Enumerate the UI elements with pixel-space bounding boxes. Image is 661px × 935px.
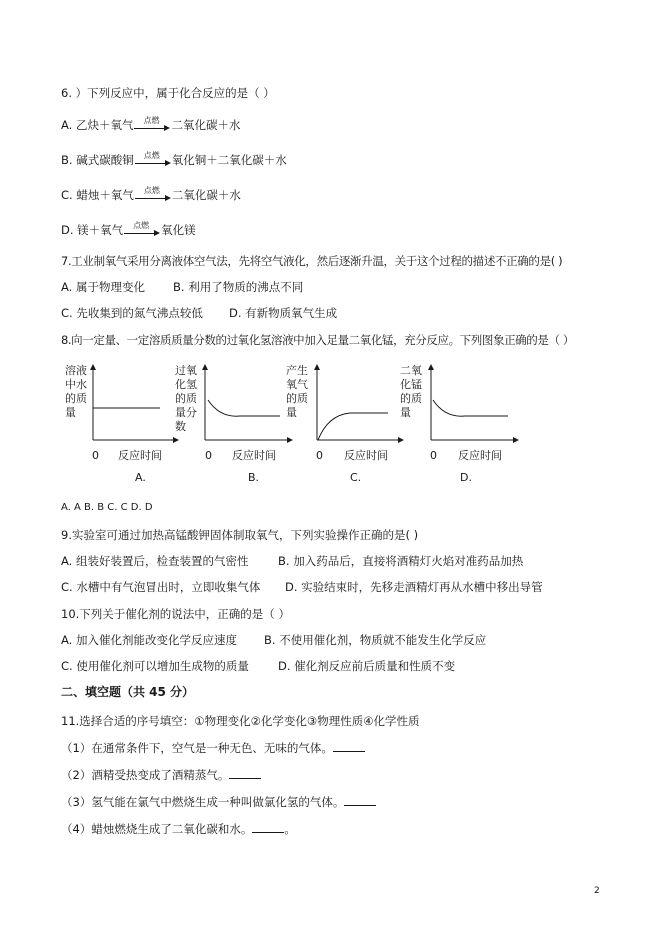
- q11-item-2: （2）酒精受热变成了酒精蒸气。: [61, 766, 261, 783]
- graph-c-ylabel-0: 产生: [286, 364, 308, 377]
- answer-blank[interactable]: [252, 820, 284, 833]
- reaction-arrow-icon: 点燃: [135, 154, 171, 168]
- graph-a-ylabel-0: 溶液: [65, 364, 87, 377]
- graph-b-ylabel-1: 化氢: [175, 378, 197, 391]
- q6-option-c: C. 蜡烛＋氧气 点燃 二氧化碳＋水: [61, 185, 241, 202]
- q6-option-b: B. 碱式碳酸铜 点燃 氧化铜＋二氧化碳＋水: [61, 150, 287, 167]
- reaction-arrow-icon: 点燃: [134, 119, 170, 133]
- q6-option-a: A. 乙炔＋氧气 点燃 二氧化碳＋水: [61, 115, 241, 132]
- graph-b-curve: [208, 400, 280, 416]
- graph-d-ylabel-3: 量: [400, 406, 411, 419]
- graph-b: [175, 363, 292, 484]
- graph-a-ylabel-1: 中水: [65, 378, 87, 391]
- reaction-arrow-icon: 点燃: [124, 224, 160, 238]
- graph-d: [400, 363, 518, 484]
- q7-stem: 7.工业制氧气采用分离液体空气法，先将空气液化，然后逐渐升温，关于这个过程的描述不正确的是( ): [61, 254, 563, 268]
- graph-a-origin: 0: [92, 449, 99, 462]
- graph-c-ylabel-3: 量: [286, 406, 297, 419]
- q8-stem: 8.向一定量、一定溶质质量分数的过氧化氢溶液中加入足量二氧化锰，充分反应。下列图象正确的是（ ）: [61, 333, 574, 347]
- q9-option-a: A. 组装好装置后，检查装置的气密性: [61, 554, 249, 568]
- graph-c-curve: [318, 413, 388, 440]
- answer-blank[interactable]: [229, 766, 261, 779]
- q10-option-c: C. 使用催化剂可以增加生成物的质量: [61, 659, 249, 673]
- q11-item-1: （1）在通常条件下，空气是一种无色、无味的气体。: [61, 739, 365, 756]
- graph-b-ylabel-2: 的质: [175, 392, 197, 405]
- q7-option-d: D. 有新物质氧气生成: [229, 306, 338, 320]
- page-number: 2: [594, 886, 600, 896]
- graph-b-ylabel-4: 数: [175, 420, 186, 433]
- q10-option-d: D. 催化剂反应前后质量和性质不变: [278, 659, 456, 673]
- q11-item-3: （3）氢气能在氯气中燃烧生成一种叫做氯化氢的气体。: [61, 793, 376, 810]
- answer-blank[interactable]: [344, 793, 376, 806]
- q9-option-d: D. 实验结束时，先移走酒精灯再从水槽中移出导管: [285, 580, 543, 594]
- answer-blank[interactable]: [333, 739, 365, 752]
- graph-a: [65, 363, 178, 484]
- q8-answer-options: A. A B. B C. C D. D: [61, 502, 153, 513]
- graph-d-curve: [433, 400, 508, 416]
- graph-b-origin: 0: [205, 449, 212, 462]
- q11-item-4: （4）蜡烛燃烧生成了二氧化碳和水。 。: [61, 822, 296, 836]
- graph-c-tag: C.: [350, 471, 362, 484]
- graph-a-tag: A.: [135, 471, 146, 484]
- graph-c-xlabel: 反应时间: [344, 449, 388, 462]
- graph-a-xlabel: 反应时间: [118, 449, 162, 462]
- q7-option-b: B. 利用了物质的沸点不同: [173, 280, 304, 294]
- graph-a-ylabel-3: 量: [65, 406, 76, 419]
- q9-option-c: C. 水槽中有气泡冒出时，立即收集气体: [61, 580, 261, 594]
- q9-stem: 9.实验室可通过加热高锰酸钾固体制取氧气，下列实验操作正确的是( ): [61, 528, 419, 542]
- section-title: 二、填空题（共 45 分）: [61, 685, 195, 699]
- reaction-arrow-icon: 点燃: [135, 189, 171, 203]
- graph-a-ylabel-2: 的质: [65, 392, 87, 405]
- graph-d-xlabel: 反应时间: [458, 449, 502, 462]
- graph-b-tag: B.: [248, 471, 260, 484]
- graph-c-ylabel-2: 的质: [286, 392, 308, 405]
- graph-b-ylabel-3: 量分: [175, 406, 197, 419]
- graph-c-origin: 0: [316, 449, 323, 462]
- graph-c: [286, 363, 403, 484]
- graph-b-xlabel: 反应时间: [232, 449, 276, 462]
- q10-stem: 10.下列关于催化剂的说法中，正确的是（ ）: [61, 607, 290, 621]
- q7-option-c: C. 先收集到的氮气沸点较低: [61, 306, 203, 320]
- q9-option-b: B. 加入药品后，直接将酒精灯火焰对准药品加热: [278, 554, 524, 568]
- q8-graphs: [60, 360, 530, 490]
- q10-option-a: A. 加入催化剂能改变化学反应速度: [61, 633, 237, 647]
- graph-d-ylabel-0: 二氧: [400, 364, 422, 377]
- q6-option-d: D. 镁＋氧气 点燃 氧化镁: [61, 220, 196, 237]
- q11-stem: 11.选择合适的序号填空：①物理变化②化学变化③物理性质④化学性质: [61, 714, 420, 728]
- q7-option-a: A. 属于物理变化: [61, 280, 145, 294]
- graph-d-origin: 0: [430, 449, 437, 462]
- graph-d-ylabel-1: 化锰: [400, 378, 422, 391]
- q6-stem: 6. ）下列反应中，属于化合反应的是（ ）: [61, 86, 275, 100]
- q10-option-b: B. 不使用催化剂，物质就不能发生化学反应: [264, 633, 487, 647]
- graph-c-ylabel-1: 氧气: [286, 378, 308, 391]
- graph-d-ylabel-2: 的质: [400, 392, 422, 405]
- graph-d-tag: D.: [460, 471, 472, 484]
- graph-b-ylabel-0: 过氧: [175, 364, 197, 377]
